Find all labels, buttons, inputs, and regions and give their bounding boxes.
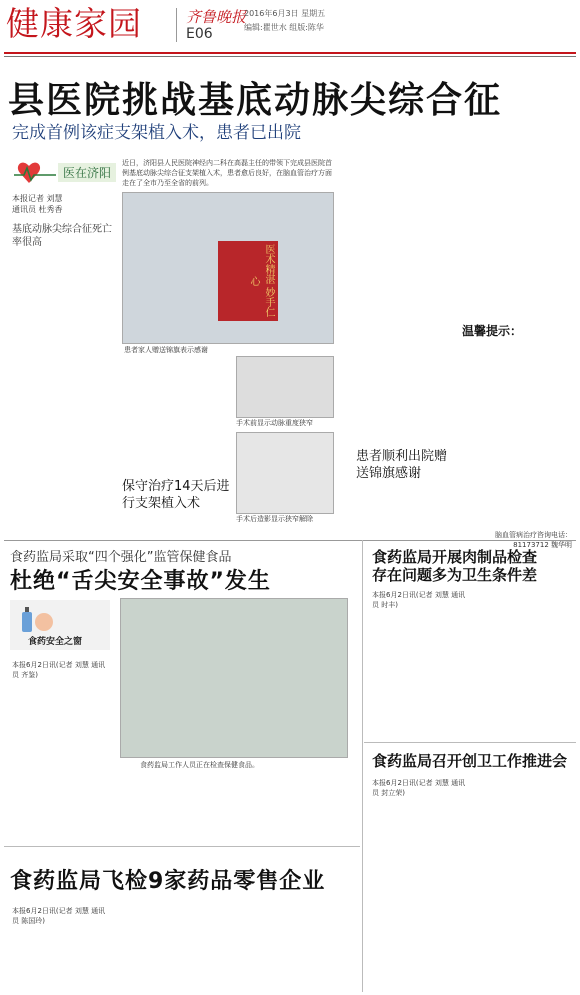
header-rule — [4, 52, 576, 54]
masthead — [0, 0, 580, 52]
tips-body — [462, 340, 572, 490]
story4-body-col2 — [474, 778, 572, 990]
contact-line: 脑血管病治疗咨询电话：81173712 魏华明 — [495, 531, 572, 549]
food-bottle-icon — [16, 604, 56, 634]
lead-headline: 县医院挑战基底动脉尖综合征 — [8, 80, 503, 121]
lead-kicker: 基底动脉尖综合征死亡率很高 — [12, 224, 112, 248]
scan-after-caption: 手术后造影显示狭窄解除 — [236, 515, 313, 523]
story3-body-col1 — [372, 614, 468, 744]
date-line: 2016年6月3日 星期五 — [244, 9, 326, 18]
scan-before-caption: 手术前显示动脉重度狭窄 — [236, 419, 313, 427]
story4-byline: 本报6月2日讯(记者 刘慧 通讯员 封立荣) — [372, 779, 466, 797]
lead-body-col2 — [122, 356, 228, 476]
byline-line: 本报记者 刘慧 — [12, 194, 63, 203]
story5-byline: 本报6月2日讯(记者 刘慧 通讯员 陈国玲) — [12, 907, 106, 925]
heartbeat-icon — [12, 158, 62, 188]
story5-body-col3 — [236, 906, 346, 990]
story3-byline: 本报6月2日讯(记者 刘慧 通讯员 时丰) — [372, 591, 466, 609]
story2-body-col1 — [12, 684, 110, 834]
story2-headline: 杜绝“舌尖安全事故”发生 — [10, 569, 271, 594]
story5-body-col2 — [120, 906, 230, 990]
masthead-divider — [176, 8, 177, 42]
lead-body-col3 — [342, 150, 456, 450]
doctors-photo — [122, 192, 334, 344]
story2-kicker: 食药监局采取“四个强化”监管保健食品 — [10, 550, 232, 565]
byline-line: 通讯员 杜秀香 — [12, 205, 63, 214]
section-code: E06 — [186, 26, 213, 42]
food-safety-label: 食药安全之窗 — [28, 637, 83, 647]
lead-photo-caption: 近日，济阳县人民医院神经内二科在高磊主任的带领下完成县医院首例基底动脉尖综合征支架植入术，患者愈后良好，在脑血管治疗方面走在了全市乃至全省的前列。 — [122, 159, 332, 187]
story3-headline-line2: 存在问题多为卫生条件差 — [372, 566, 538, 584]
sub-head-discharge: 患者顺利出院赠送锦旗感谢 — [356, 449, 448, 481]
section-brand: 健康家园 — [6, 4, 142, 43]
silk-banner: 医术精湛 妙手仁心 — [218, 241, 278, 321]
scan-after-image — [236, 432, 334, 514]
photo2-caption: 患者家人赠送锦旗表示感谢 — [124, 346, 208, 354]
story2-body-col3 — [236, 774, 346, 836]
story3-headline-line1: 食药监局开展肉制品检查 — [372, 548, 538, 566]
lead-body-col4 — [462, 150, 572, 320]
scan-before-image — [236, 356, 334, 418]
story4-rule — [364, 742, 576, 743]
story4-body-col1 — [372, 802, 468, 990]
story2-byline: 本报6月2日讯(记者 刘慧 通讯员 齐鉴) — [12, 661, 106, 679]
header-rule-thin — [4, 56, 576, 57]
story5-rule — [4, 846, 360, 847]
story5-body-col1 — [12, 930, 110, 990]
story4-headline: 食药监局召开创卫工作推进会 — [372, 752, 568, 770]
story2-body-col2 — [120, 774, 230, 836]
paper-name: 齐鲁晚报 — [186, 8, 247, 26]
lead-subheadline: 完成首例该症支架植入术，患者已出院 — [12, 123, 301, 143]
editor-line: 编辑:瞿世水 组版:陈华 — [244, 23, 324, 32]
food-safety-window — [10, 600, 110, 650]
sub-head-surgery: 保守治疗14天后进行支架植入术 — [122, 479, 230, 511]
lead-body-col1 — [12, 262, 112, 538]
story5-headline: 食药监局飞检9家药品零售企业 — [10, 869, 326, 894]
pharmacy-photo — [120, 598, 348, 758]
lead-byline — [12, 193, 63, 215]
section-divider — [4, 540, 576, 541]
tips-title: 温馨提示： — [462, 324, 523, 338]
column-tag-label: 医在济阳 — [58, 163, 116, 182]
story3-body-col2 — [474, 590, 572, 744]
pharmacy-photo-caption: 食药监局工作人员正在检查保健食品。 — [140, 761, 259, 769]
column-rule — [362, 540, 363, 992]
